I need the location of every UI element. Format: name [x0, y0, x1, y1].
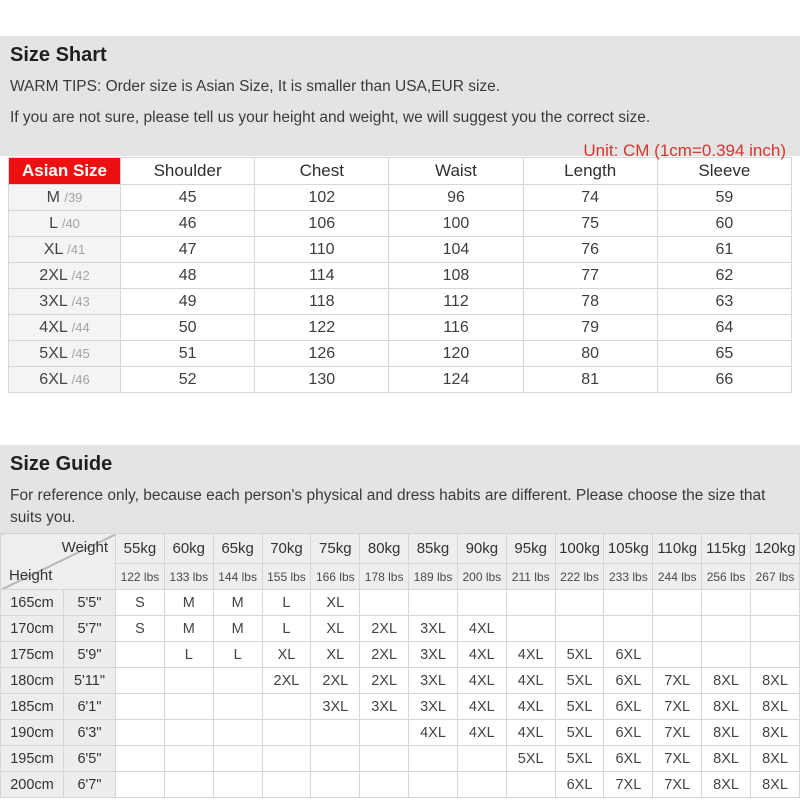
recommended-size-cell: 5XL — [555, 694, 604, 720]
measurement-value: 65 — [657, 341, 791, 367]
measurement-value: 45 — [121, 185, 255, 211]
recommended-size-cell — [750, 642, 799, 668]
weight-kg-row — [1, 534, 800, 564]
weight-lbs-header: 144 lbs — [213, 564, 262, 590]
measurement-value: 80 — [523, 341, 657, 367]
recommended-size-cell: 2XL — [360, 642, 409, 668]
height-cm-label: 200cm — [1, 772, 64, 798]
recommended-size-cell — [457, 772, 506, 798]
recommended-size-cell: 8XL — [750, 694, 799, 720]
size-tag: /46 — [71, 371, 90, 387]
section-gap — [0, 393, 800, 445]
column-header: Shoulder — [121, 158, 255, 185]
weight-lbs-header: 133 lbs — [164, 564, 213, 590]
column-header: Length — [523, 158, 657, 185]
measurement-value: 118 — [255, 289, 389, 315]
height-row — [1, 590, 800, 616]
height-row — [1, 720, 800, 746]
recommended-size-cell: 6XL — [604, 694, 653, 720]
recommended-size-cell — [604, 590, 653, 616]
weight-lbs-header: 211 lbs — [506, 564, 555, 590]
recommended-size-cell — [213, 720, 262, 746]
measurement-value: 46 — [121, 211, 255, 237]
recommended-size-cell — [311, 772, 360, 798]
recommended-size-cell: 6XL — [604, 668, 653, 694]
recommended-size-cell: XL — [311, 642, 360, 668]
recommended-size-cell — [213, 746, 262, 772]
corner-weight-label: Weight — [61, 539, 108, 556]
recommended-size-cell: 3XL — [409, 694, 458, 720]
recommended-size-cell: L — [262, 590, 311, 616]
weight-lbs-header: 233 lbs — [604, 564, 653, 590]
size-chart-row — [9, 367, 792, 393]
recommended-size-cell — [213, 772, 262, 798]
recommended-size-cell — [164, 772, 213, 798]
size-label: XL /41 — [9, 237, 121, 263]
weight-kg-header: 100kg — [555, 534, 604, 564]
recommended-size-cell: 8XL — [750, 746, 799, 772]
height-row — [1, 772, 800, 798]
recommended-size-cell — [653, 616, 702, 642]
weight-kg-header: 55kg — [116, 534, 165, 564]
height-ft-label: 5'9" — [64, 642, 116, 668]
recommended-size-cell: 4XL — [506, 642, 555, 668]
recommended-size-cell: 4XL — [457, 720, 506, 746]
measurement-value: 75 — [523, 211, 657, 237]
recommended-size-cell — [506, 772, 555, 798]
weight-kg-header: 65kg — [213, 534, 262, 564]
recommended-size-cell: 4XL — [506, 668, 555, 694]
recommended-size-cell: 8XL — [750, 720, 799, 746]
measurement-value: 79 — [523, 315, 657, 341]
measurement-value: 96 — [389, 185, 523, 211]
recommended-size-cell — [262, 694, 311, 720]
height-cm-label: 185cm — [1, 694, 64, 720]
size-guide-description: For reference only, because each person's physical and dress habits are different. Please choose the size that suits you. — [10, 487, 766, 527]
size-guide-title: Size Guide — [10, 453, 113, 475]
recommended-size-cell — [360, 746, 409, 772]
recommended-size-cell — [262, 720, 311, 746]
recommended-size-cell — [164, 720, 213, 746]
recommended-size-cell: 3XL — [409, 668, 458, 694]
measurement-value: 48 — [121, 263, 255, 289]
height-ft-label: 5'7" — [64, 616, 116, 642]
weight-lbs-header: 178 lbs — [360, 564, 409, 590]
recommended-size-cell: 3XL — [360, 694, 409, 720]
recommended-size-cell: 4XL — [506, 720, 555, 746]
recommended-size-cell: 4XL — [457, 642, 506, 668]
column-header: Waist — [389, 158, 523, 185]
height-cm-label: 170cm — [1, 616, 64, 642]
recommended-size-cell: 2XL — [311, 668, 360, 694]
weight-lbs-header: 267 lbs — [750, 564, 799, 590]
recommended-size-cell: 6XL — [604, 746, 653, 772]
recommended-size-cell: 7XL — [653, 772, 702, 798]
recommended-size-cell: 7XL — [604, 772, 653, 798]
recommended-size-cell — [360, 590, 409, 616]
measurement-value: 77 — [523, 263, 657, 289]
measurement-value: 47 — [121, 237, 255, 263]
size-label: 4XL /44 — [9, 315, 121, 341]
height-ft-label: 6'5" — [64, 746, 116, 772]
size-guide-table — [0, 533, 800, 798]
recommended-size-cell — [164, 694, 213, 720]
recommended-size-cell — [653, 642, 702, 668]
size-chart-row — [9, 237, 792, 263]
recommended-size-cell — [360, 720, 409, 746]
recommended-size-cell — [506, 616, 555, 642]
recommended-size-cell — [213, 694, 262, 720]
recommended-size-cell — [702, 590, 751, 616]
size-tag: /43 — [71, 293, 90, 309]
recommended-size-cell: 3XL — [311, 694, 360, 720]
weight-kg-header: 70kg — [262, 534, 311, 564]
recommended-size-cell: 2XL — [360, 668, 409, 694]
recommended-size-cell: 4XL — [506, 694, 555, 720]
size-guide-header-section — [0, 445, 800, 533]
size-chart-row — [9, 211, 792, 237]
recommended-size-cell: 7XL — [653, 694, 702, 720]
recommended-size-cell: 8XL — [702, 746, 751, 772]
recommended-size-cell: 8XL — [702, 694, 751, 720]
recommended-size-cell — [506, 590, 555, 616]
recommended-size-cell: 3XL — [409, 616, 458, 642]
asian-size-header: Asian Size — [9, 158, 121, 185]
recommended-size-cell — [409, 772, 458, 798]
size-tag: /39 — [64, 189, 83, 205]
recommended-size-cell: L — [164, 642, 213, 668]
size-chart-row — [9, 263, 792, 289]
recommended-size-cell: L — [262, 616, 311, 642]
recommended-size-cell: 3XL — [409, 642, 458, 668]
recommended-size-cell — [409, 590, 458, 616]
recommended-size-cell: XL — [262, 642, 311, 668]
recommended-size-cell — [116, 772, 165, 798]
measurement-value: 124 — [389, 367, 523, 393]
size-chart-table — [8, 157, 792, 393]
measurement-value: 61 — [657, 237, 791, 263]
size-label: 6XL /46 — [9, 367, 121, 393]
size-chart-title: Size Shart — [10, 44, 107, 66]
recommended-size-cell: 2XL — [262, 668, 311, 694]
recommended-size-cell: 5XL — [555, 668, 604, 694]
weight-kg-header: 60kg — [164, 534, 213, 564]
recommended-size-cell — [457, 746, 506, 772]
size-label: M /39 — [9, 185, 121, 211]
recommended-size-cell: 5XL — [506, 746, 555, 772]
recommended-size-cell: M — [213, 616, 262, 642]
measurement-value: 116 — [389, 315, 523, 341]
measurement-value: 49 — [121, 289, 255, 315]
recommended-size-cell: 4XL — [457, 694, 506, 720]
recommended-size-cell: 8XL — [702, 668, 751, 694]
height-row — [1, 668, 800, 694]
recommended-size-cell — [116, 746, 165, 772]
measurement-value: 50 — [121, 315, 255, 341]
height-cm-label: 165cm — [1, 590, 64, 616]
weight-kg-header: 110kg — [653, 534, 702, 564]
weight-lbs-header: 256 lbs — [702, 564, 751, 590]
recommended-size-cell — [213, 668, 262, 694]
recommended-size-cell: 8XL — [702, 772, 751, 798]
weight-kg-header: 80kg — [360, 534, 409, 564]
recommended-size-cell — [164, 668, 213, 694]
recommended-size-cell: 5XL — [555, 642, 604, 668]
recommended-size-cell: 6XL — [604, 720, 653, 746]
measurement-value: 63 — [657, 289, 791, 315]
measurement-value: 62 — [657, 263, 791, 289]
recommended-size-cell — [360, 772, 409, 798]
measurement-value: 74 — [523, 185, 657, 211]
weight-lbs-header: 200 lbs — [457, 564, 506, 590]
recommended-size-cell — [555, 616, 604, 642]
recommended-size-cell — [311, 746, 360, 772]
height-row — [1, 694, 800, 720]
size-label: 2XL /42 — [9, 263, 121, 289]
height-cm-label: 180cm — [1, 668, 64, 694]
recommended-size-cell — [164, 746, 213, 772]
measurement-value: 60 — [657, 211, 791, 237]
weight-lbs-header: 166 lbs — [311, 564, 360, 590]
size-chart-header-section — [0, 36, 800, 160]
recommended-size-cell — [653, 590, 702, 616]
height-row — [1, 746, 800, 772]
height-ft-label: 5'5" — [64, 590, 116, 616]
weight-lbs-header: 222 lbs — [555, 564, 604, 590]
weight-lbs-row — [1, 564, 800, 590]
recommended-size-cell — [116, 694, 165, 720]
recommended-size-cell — [457, 590, 506, 616]
top-white-strip — [0, 0, 800, 36]
size-tag: /41 — [67, 241, 86, 257]
size-label: 3XL /43 — [9, 289, 121, 315]
recommended-size-cell: M — [213, 590, 262, 616]
height-ft-label: 6'1" — [64, 694, 116, 720]
weight-kg-header: 115kg — [702, 534, 751, 564]
recommended-size-cell: 7XL — [653, 746, 702, 772]
measurement-value: 110 — [255, 237, 389, 263]
recommended-size-cell — [409, 746, 458, 772]
weight-lbs-header: 244 lbs — [653, 564, 702, 590]
measurement-value: 100 — [389, 211, 523, 237]
size-advice-text: If you are not sure, please tell us your height and weight, we will suggest you the correct size. — [10, 109, 651, 127]
recommended-size-cell: M — [164, 590, 213, 616]
measurement-value: 122 — [255, 315, 389, 341]
weight-kg-header: 90kg — [457, 534, 506, 564]
weight-lbs-header: 122 lbs — [116, 564, 165, 590]
recommended-size-cell — [116, 720, 165, 746]
size-chart-row — [9, 289, 792, 315]
recommended-size-cell — [604, 616, 653, 642]
size-tag: /44 — [71, 319, 90, 335]
weight-kg-header: 95kg — [506, 534, 555, 564]
height-cm-label: 175cm — [1, 642, 64, 668]
measurement-value: 51 — [121, 341, 255, 367]
recommended-size-cell: M — [164, 616, 213, 642]
recommended-size-cell: 8XL — [750, 668, 799, 694]
recommended-size-cell — [262, 772, 311, 798]
measurement-value: 114 — [255, 263, 389, 289]
size-chart-row — [9, 185, 792, 211]
weight-kg-header: 120kg — [750, 534, 799, 564]
weight-height-corner-cell — [1, 534, 116, 590]
recommended-size-cell: 7XL — [653, 720, 702, 746]
measurement-value: 106 — [255, 211, 389, 237]
warm-tips-text: WARM TIPS: Order size is Asian Size, It is smaller than USA,EUR size. — [10, 78, 501, 95]
weight-kg-header: 85kg — [409, 534, 458, 564]
recommended-size-cell — [262, 746, 311, 772]
measurement-value: 120 — [389, 341, 523, 367]
height-row — [1, 616, 800, 642]
size-chart-row — [9, 341, 792, 367]
recommended-size-cell: 8XL — [702, 720, 751, 746]
weight-kg-header: 105kg — [604, 534, 653, 564]
measurement-value: 104 — [389, 237, 523, 263]
height-ft-label: 6'7" — [64, 772, 116, 798]
recommended-size-cell: 5XL — [555, 720, 604, 746]
size-label: L /40 — [9, 211, 121, 237]
recommended-size-cell — [555, 590, 604, 616]
height-ft-label: 6'3" — [64, 720, 116, 746]
measurement-value: 76 — [523, 237, 657, 263]
recommended-size-cell: S — [116, 590, 165, 616]
recommended-size-cell: 4XL — [409, 720, 458, 746]
height-ft-label: 5'11" — [64, 668, 116, 694]
column-header: Chest — [255, 158, 389, 185]
measurement-value: 102 — [255, 185, 389, 211]
recommended-size-cell — [750, 616, 799, 642]
size-tag: /42 — [71, 267, 90, 283]
recommended-size-cell — [702, 616, 751, 642]
weight-lbs-header: 189 lbs — [409, 564, 458, 590]
recommended-size-cell — [116, 642, 165, 668]
recommended-size-cell: 2XL — [360, 616, 409, 642]
recommended-size-cell — [702, 642, 751, 668]
measurement-value: 108 — [389, 263, 523, 289]
measurement-value: 126 — [255, 341, 389, 367]
recommended-size-cell: 4XL — [457, 616, 506, 642]
recommended-size-cell: 4XL — [457, 668, 506, 694]
recommended-size-cell: XL — [311, 590, 360, 616]
column-header: Sleeve — [657, 158, 791, 185]
size-label: 5XL /45 — [9, 341, 121, 367]
measurement-value: 78 — [523, 289, 657, 315]
recommended-size-cell: 6XL — [604, 642, 653, 668]
recommended-size-cell — [116, 668, 165, 694]
size-chart-row — [9, 315, 792, 341]
unit-note: Unit: CM (1cm=0.394 inch) — [583, 140, 786, 160]
measurement-value: 59 — [657, 185, 791, 211]
height-cm-label: 195cm — [1, 746, 64, 772]
recommended-size-cell: L — [213, 642, 262, 668]
corner-height-label: Height — [9, 567, 53, 584]
measurement-value: 112 — [389, 289, 523, 315]
measurement-value: 66 — [657, 367, 791, 393]
recommended-size-cell: 8XL — [750, 772, 799, 798]
recommended-size-cell: XL — [311, 616, 360, 642]
weight-lbs-header: 155 lbs — [262, 564, 311, 590]
measurement-value: 64 — [657, 315, 791, 341]
recommended-size-cell: 7XL — [653, 668, 702, 694]
recommended-size-cell — [750, 590, 799, 616]
recommended-size-cell: 6XL — [555, 772, 604, 798]
weight-kg-header: 75kg — [311, 534, 360, 564]
recommended-size-cell — [311, 720, 360, 746]
height-row — [1, 642, 800, 668]
recommended-size-cell: S — [116, 616, 165, 642]
size-tag: /40 — [61, 215, 80, 231]
height-cm-label: 190cm — [1, 720, 64, 746]
measurement-value: 81 — [523, 367, 657, 393]
size-tag: /45 — [71, 345, 90, 361]
measurement-value: 130 — [255, 367, 389, 393]
recommended-size-cell: 5XL — [555, 746, 604, 772]
measurement-value: 52 — [121, 367, 255, 393]
